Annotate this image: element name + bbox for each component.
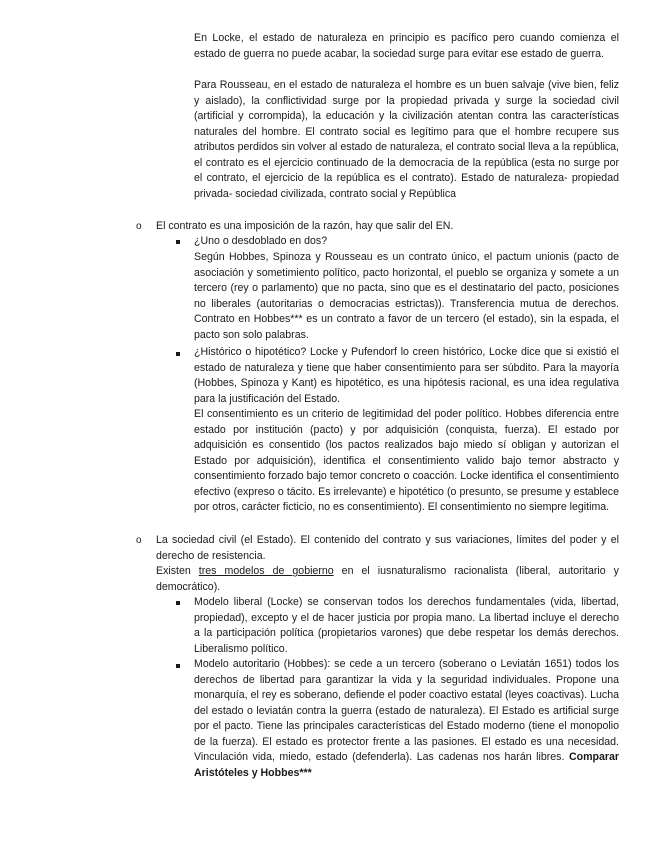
bullet-marker: o <box>136 221 142 232</box>
paragraph-locke: En Locke, el estado de naturaleza en principio es pacífico pero cuando comienza el estado de guerra no puede acabar, la sociedad surge para evitar ese estado de guerra. <box>194 32 619 60</box>
list-item-sociedad: La sociedad civil (el Estado). El contenido del contrato y sus variaciones, límites del poder y el derecho de resistencia. <box>156 534 619 562</box>
square-bullet <box>176 352 180 356</box>
bullet-marker: o <box>136 535 142 546</box>
paragraph-consentimiento: El consentimiento es un criterio de legitimidad del poder político. Hobbes diferencia entre estado por institución (pacto) y por adquisición (conquista, fuerza). El estado por adquisición es consentido (los pactos realizados bajo miedo sí obligan y autorizan el Estado por adquisición), identifica el consentimiento valido bajo temor abstracto y consentimiento forzado bajo temor concreto o coacción. Locke identifica el consentimiento efectivo (expreso o tácito. Es irrelevante) e hipotético (o presunto, se presume y establece por otros, carácter ficticio, no es consentimiento). El consentimiento no siempre legitima. <box>194 408 619 513</box>
subitem-uno-body: Según Hobbes, Spinoza y Rousseau es un contrato único, el pactum unionis (pacto de asociación y sometimiento político, pacto horizontal, el pueblo se organiza y somete a un tercero (rey o parlamento) que no pacta, sino que es el destinatario del pacto, posiciones no liberales (autoritarias o democracias estrictas)). Transferencia mutua de derechos. Contrato en Hobbes*** es un contrato a favor de un tercero (el estado), sin la espada, el pacto son solo palabras. <box>194 251 619 341</box>
subitem-historico: ¿Histórico o hipotético? Locke y Pufendorf lo creen histórico, Locke dice que si existió el estado de naturaleza y tiene que haber consentimiento para ser súbdito. Para la mayoría (Hobbes, Spinoza y Kant) es hipotético, es una hipótesis racional, es una idea regulativa para la justificación del Estado. <box>194 346 619 405</box>
subitem-uno-title: ¿Uno o desdoblado en dos? <box>194 235 328 247</box>
paragraph-rousseau: Para Rousseau, en el estado de naturaleza el hombre es un buen salvaje (vive bien, feliz y aislado), la conflictividad surge por la propiedad privada y surge la sociedad civil (artificial y corrompida), la educación y la civilización atentan contra las características naturales del hombre. El contrato social es legítimo para que el hombre recupere sus atributos perdidos sin volver al estado de naturaleza, el contrato social lleva a la república, el contrato es el ejercicio continuado de la democracia de la república (esta no surge por el contrato, el ejercicio de la república es el contrato). Estado de naturaleza- propiedad privada- sociedad civilizada, contrato social y República <box>194 79 619 200</box>
existen-post: en el iusnaturalismo racionalista (liberal, autoritario y democrático). <box>156 565 619 593</box>
comparar-bold: Comparar Aristóteles y Hobbes*** <box>194 751 619 779</box>
square-bullet <box>176 601 180 605</box>
list-item-contract: El contrato es una imposición de la razón, hay que salir del EN. <box>156 220 454 232</box>
subitem-autoritario <box>194 657 619 781</box>
existen-pre: Existen <box>156 565 199 577</box>
paragraph-existen <box>156 564 619 595</box>
square-bullet <box>176 664 180 668</box>
autoritario-text: Modelo autoritario (Hobbes): se cede a un tercero (soberano o Leviatán 1651) todos los derechos de libertad para garantizar la vida y la seguridad individuales. Propone una monarquía, el rey es soberano, defiende el poder coactivo estatal (leyes coactivas). Lucha del estado o leviatán contra la guerra (estado de naturaleza). El Estado es artificial surge por el pacto. Tiene las principales características del Estado moderno (tiene el monopolio de la fuerza). El estado es protector frente a las pasiones. El estado es una necesidad. Vinculación vida, miedo, estado (defenderla). Las cadenas nos harán libres. <box>194 658 619 763</box>
tres-modelos-link: tres modelos de gobierno <box>198 565 334 577</box>
subitem-liberal: Modelo liberal (Locke) se conservan todos los derechos fundamentales (vida, libertad, propiedad), excepto y el de hacer justicia por propia mano. La libertad incluye el derecho a la participación política (propietarios varones) que debe respetar los demás derechos. Liberalismo político. <box>194 596 619 655</box>
square-bullet <box>176 240 180 244</box>
